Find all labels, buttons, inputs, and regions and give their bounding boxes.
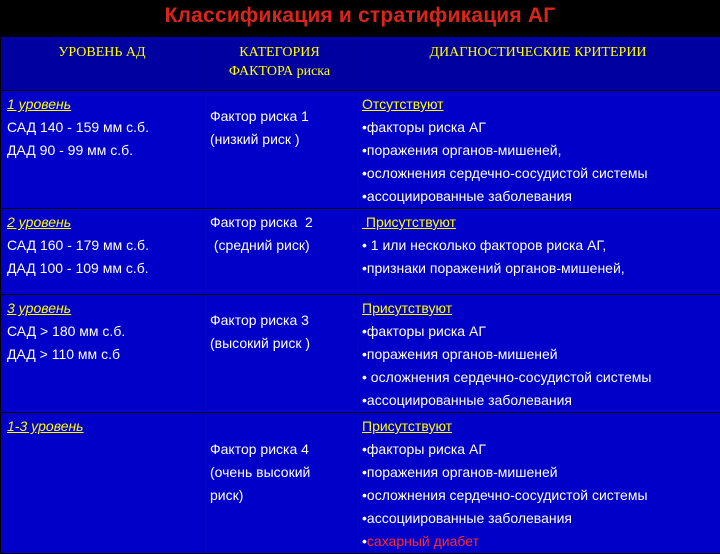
criteria-item: •поражения органов-мишеней, — [362, 139, 716, 162]
criteria-item: •поражения органов-мишеней — [362, 461, 716, 484]
sad-value: САД > 180 мм с.б. — [7, 320, 199, 343]
table-row — [1, 295, 720, 413]
slide-title: Классификация и стратификация АГ — [0, 4, 720, 34]
criteria-head: Присутствуют — [362, 415, 716, 438]
level-label: 2 уровень — [7, 211, 199, 234]
risk-factor-label: Фактор риска 2 — [210, 211, 351, 234]
dad-value: ДАД > 110 мм с.б — [7, 343, 199, 366]
criteria-item-diabetes — [362, 530, 716, 553]
criteria-item: •ассоциированные заболевания — [362, 389, 716, 412]
risk-category-cell — [204, 91, 356, 209]
risk-category-cell — [204, 413, 356, 554]
risk-level-label: (очень высокий — [210, 461, 351, 484]
risk-level-label: (средний риск) — [210, 234, 351, 257]
level-label: 3 уровень — [7, 297, 199, 320]
criteria-head: Присутствуют — [362, 211, 716, 234]
risk-category-cell — [204, 209, 356, 295]
header-diagnostic-criteria: ДИАГНОСТИЧЕСКИЕ КРИТЕРИИ — [356, 37, 720, 91]
risk-factor-label: Фактор риска 4 — [210, 438, 351, 461]
bp-level-cell — [1, 209, 204, 295]
criteria-cell — [356, 91, 720, 209]
criteria-cell — [356, 413, 720, 554]
sad-value: САД 160 - 179 мм с.б. — [7, 234, 199, 257]
risk-level-label: (высокий риск ) — [210, 332, 351, 355]
criteria-item: •факторы риска АГ — [362, 438, 716, 461]
criteria-item: •осложнения сердечно-сосудистой системы — [362, 484, 716, 507]
header-bp-level: УРОВЕНЬ АД — [1, 37, 204, 91]
diabetes-text: сахарный диабет — [367, 533, 479, 549]
risk-level-label-cont: риск) — [210, 484, 351, 507]
classification-table — [0, 36, 720, 554]
risk-category-cell — [204, 295, 356, 413]
risk-level-label: (низкий риск ) — [210, 128, 351, 151]
criteria-item: •ассоциированные заболевания — [362, 507, 716, 530]
criteria-item: • 1 или несколько факторов риска АГ, — [362, 234, 716, 257]
bullet: • — [362, 533, 367, 549]
criteria-item: • осложнения сердечно-сосудистой системы — [362, 366, 716, 389]
risk-factor-label: Фактор риска 1 — [210, 105, 351, 128]
level-label: 1-3 уровень — [7, 415, 199, 438]
bp-level-cell — [1, 413, 204, 554]
criteria-item: •факторы риска АГ — [362, 116, 716, 139]
criteria-cell — [356, 209, 720, 295]
criteria-item: •поражения органов-мишеней — [362, 343, 716, 366]
level-label: 1 уровень — [7, 93, 199, 116]
dad-value: ДАД 100 - 109 мм с.б. — [7, 257, 199, 280]
criteria-item: •факторы риска АГ — [362, 320, 716, 343]
criteria-item: •ассоциированные заболевания — [362, 185, 716, 208]
criteria-head: Присутствуют — [362, 297, 716, 320]
bp-level-cell — [1, 295, 204, 413]
criteria-cell — [356, 295, 720, 413]
criteria-item: •признаки поражений органов-мишеней, — [362, 257, 716, 280]
dad-value: ДАД 90 - 99 мм с.б. — [7, 139, 199, 162]
criteria-item: •осложнения сердечно-сосудистой системы — [362, 162, 716, 185]
risk-factor-label: Фактор риска 3 — [210, 309, 351, 332]
bp-level-cell — [1, 91, 204, 209]
table-row — [1, 413, 720, 554]
table-header-row — [1, 37, 720, 91]
table-row — [1, 91, 720, 209]
header-risk-category: КАТЕГОРИЯ ФАКТОРА риска — [204, 37, 356, 91]
criteria-head: Отсутствуют — [362, 93, 716, 116]
sad-value: САД 140 - 159 мм с.б. — [7, 116, 199, 139]
table-row — [1, 209, 720, 295]
